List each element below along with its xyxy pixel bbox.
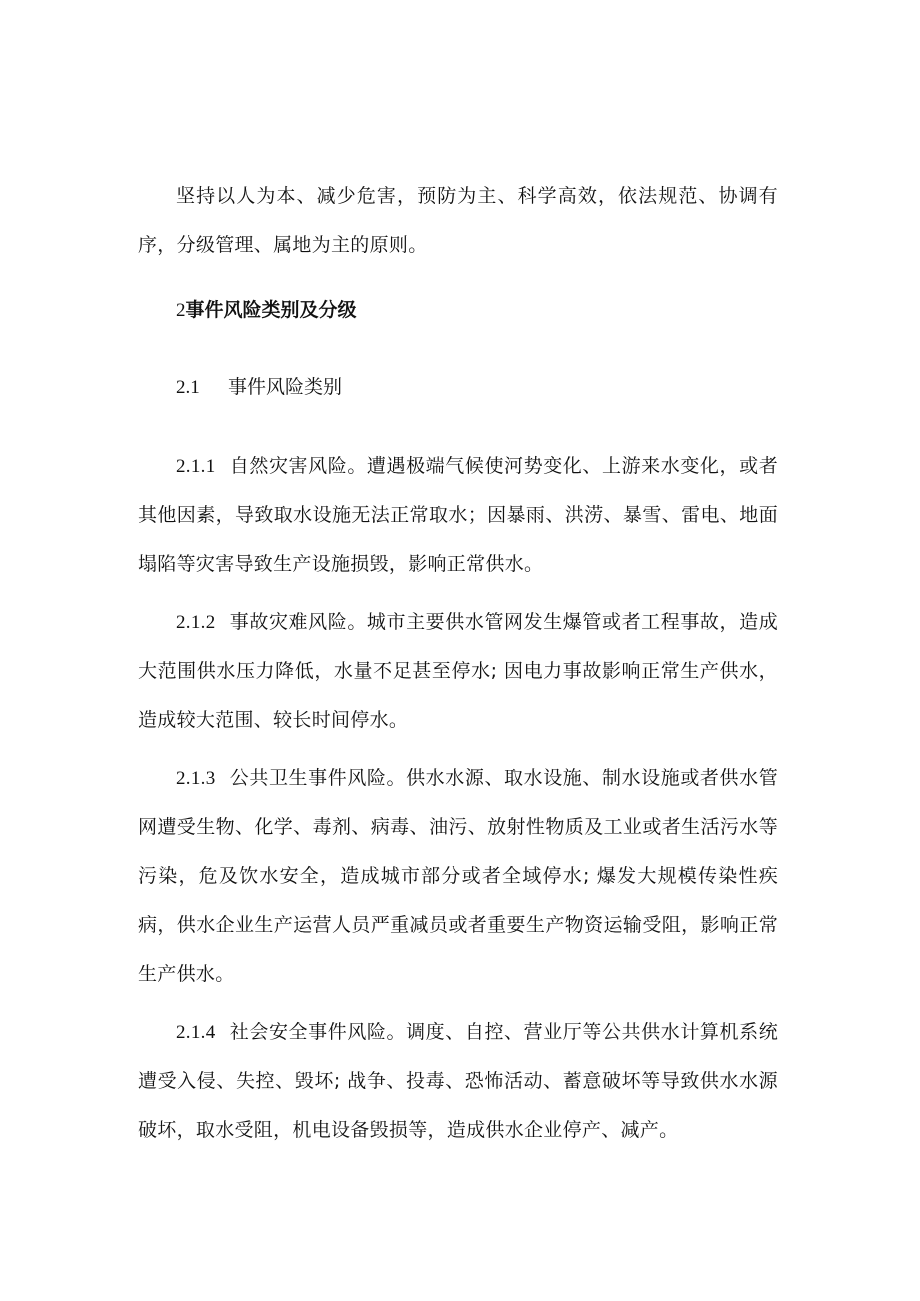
intro-paragraph (138, 172, 778, 270)
clause-number: 2.1.1 (176, 456, 216, 477)
clause-paragraph (138, 1008, 778, 1155)
section-heading-2-1 (176, 372, 342, 403)
clause-paragraph (138, 598, 778, 745)
clause-text: 事故灾难风险。城市主要供水管网发生爆管或者工程事故，造成大范围供水压力降低，水量不足甚至停水; 因电力事故影响正常生产供水，造成较大范围、较长时间停水。 (138, 611, 778, 731)
section-title: 事件风险类别及分级 (185, 299, 357, 321)
intro-text: 坚持以人为本、减少危害，预防为主、科学高效，依法规范、协调有序，分级管理、属地为主的原则。 (138, 185, 778, 256)
subsection-title: 事件风险类别 (228, 376, 343, 398)
clause-number: 2.1.4 (176, 1022, 216, 1043)
clause-text: 自然灾害风险。遭遇极端气候使河势变化、上游来水变化，或者其他因素，导致取水设施无法正常取水；因暴雨、洪涝、暴雪、雷电、地面塌陷等灾害导致生产设施损毁，影响正常供水。 (138, 455, 778, 575)
clause-paragraph (138, 442, 778, 589)
subsection-number: 2.1 (176, 377, 200, 398)
clause-number: 2.1.3 (176, 768, 216, 789)
section-number: 2 (176, 300, 186, 321)
clause-text: 公共卫生事件风险。供水水源、取水设施、制水设施或者供水管网遭受生物、化学、毒剂、病毒、油污、放射性物质及工业或者生活污水等污染，危及饮水安全，造成城市部分或者全域停水; 爆发大规模传染性疾病，供水企业生产运营人员严重减员或者重要生产物资运输受阻，影响正常生产供水。 (138, 767, 778, 985)
clause-text: 社会安全事件风险。调度、自控、营业厅等公共供水计算机系统遭受入侵、失控、毁坏; 战争、投毒、恐怖活动、蓄意破坏等导致供水水源破坏，取水受阻，机电设备毁损等，造成供水企业停产、减产。 (138, 1021, 778, 1141)
clause-number: 2.1.2 (176, 612, 216, 633)
clause-paragraph (138, 754, 778, 999)
section-heading-2 (176, 295, 357, 326)
